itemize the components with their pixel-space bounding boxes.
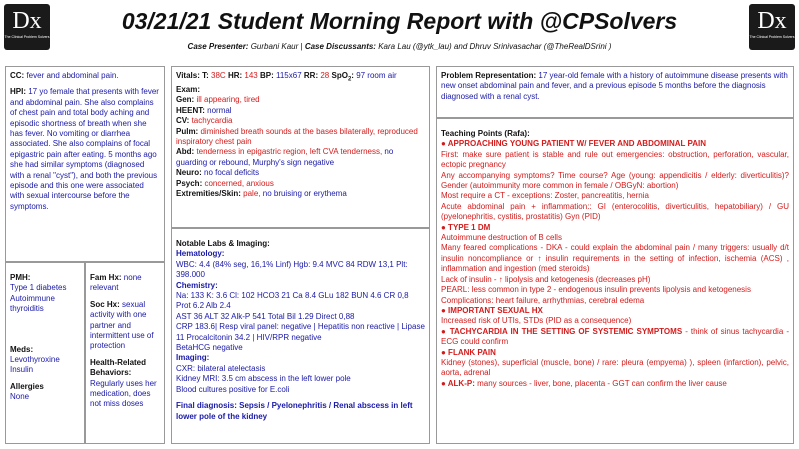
teaching-point: Complications: heart failure, arrhythmias, cerebral edema	[441, 295, 645, 305]
teaching-point: Kidney (stones), superficial (muscle, bone) / rare: pleura (empyema) ), spleen (infarction), pelvic, aorta, adrenal	[441, 357, 789, 378]
teaching-text: many sources - liver, bone, placenta - GGT can confirm the liver cause	[474, 378, 727, 388]
exam-cv: CV: tachycardia	[176, 116, 233, 126]
hematology-label: Hematology:	[176, 249, 225, 259]
hpi-section: HPI: 17 yo female that presents with fever and abdominal pain. She also complains of chest pain and total body aching and episodic shortness of breath when she has fever. No vomiting or diarrhea associated. She also complains of focal epigastric pain after eating. 5 months ago she had similar symptoms (diagnosed with a renal "cyst"), and both the previous episode and this one were associated with sexual intercourse before the symptoms.	[10, 87, 159, 211]
exam-gen: Gen: ill appearing, tired	[176, 95, 260, 105]
teaching-point: PEARL: less common in type 2 - endogenous insulin prevents lipolysis and ketogenesis	[441, 285, 751, 295]
pmh-section: PMH:	[10, 273, 31, 282]
exam-label: Exam:	[176, 85, 201, 94]
discussants-names: Kara Lau (@ytk_lau) and Dhruv Srinivasachar (@TheRealDSrini )	[378, 42, 612, 51]
pmh-item: Autoimmune thyroiditis	[10, 293, 55, 314]
teaching-point: Any accompanying symptoms? Time course? Age (young: appendicitis / elderly: diverticulitis)? Gender (autoimmunity more common in female / OBGyN: abortion)	[441, 170, 789, 191]
chemistry-values: CRP 183.6| Resp viral panel: negative | Hepatitis non reactive | Lipase 11 Procalcitonin 34.2 | HIV/RPR negative	[176, 322, 425, 342]
logo-caption: The Clinical Problem Solvers	[749, 35, 795, 39]
exam-extremities: Extremities/Skin: pale, no bruising or erythema	[176, 189, 347, 199]
allergies-section: Allergies	[10, 381, 44, 391]
logo-left	[4, 4, 50, 50]
teaching-point: First: make sure patient is stable and rule out emergencies: obstruction, perforation, vascular, ectopic pregnancy	[441, 149, 789, 170]
exam-heent: HEENT: normal	[176, 105, 232, 115]
teaching-heading: ● ALK-P:	[441, 378, 475, 388]
teaching-point	[441, 379, 789, 389]
presenter-name: Gurbani Kaur	[250, 42, 299, 51]
exam-psych: Psych: concerned, anxious	[176, 178, 274, 188]
logo-right	[749, 4, 795, 50]
teaching-box	[436, 118, 794, 444]
teaching-point: Acute abdominal pain + inflammation:: GI (enterocolitis, diverticulitis, hepatobiliary) / GU (pyelonephritis, cystitis, prostatitis) Gyn (PID)	[441, 201, 789, 222]
chemistry-label: Chemistry:	[176, 280, 218, 290]
teaching-point	[441, 327, 789, 348]
teaching-point: Increased risk of UTIs, STDs (PID as a consequence)	[441, 316, 632, 326]
cc-hpi-box	[5, 66, 165, 262]
vitals-line: Vitals: T: 38C HR: 143 BP: 115x67 RR: 28 SpO$_2$: 97 room air	[176, 71, 397, 83]
cc-section: CC: fever and abdominal pain.	[10, 71, 119, 80]
chemistry-values: AST 36 ALT 32 Alk-P 541 Total Bil 1.29 Direct 0,88	[176, 311, 355, 321]
discussants-label: Case Discussants:	[304, 42, 376, 51]
teaching-heading: ● TACHYCARDIA IN THE SETTING OF SYSTEMIC SYMPTOMS	[441, 326, 683, 336]
teaching-heading: ● IMPORTANT SEXUAL HX	[441, 305, 543, 315]
teaching-list	[441, 139, 789, 389]
imaging-item: Blood cultures positive for E.coli	[176, 384, 290, 394]
behaviors-section: Health-Related Behaviors:	[90, 357, 147, 378]
meds-item: Levothyroxine	[10, 355, 60, 365]
logo-text: Dx	[12, 8, 42, 34]
vitals-exam-box	[171, 66, 430, 228]
meds-section: Meds:	[10, 344, 34, 354]
teaching-point: Many feared complications - DKA - could explain the abdominal pain / many triggers: usually d/t insulin noncompliance or ↑ insulin requirements in the setting of infection, ischemia (ACS) , inflammation and ingestion (med steroids)	[441, 243, 789, 274]
exam-pulm: Pulm: diminished breath sounds at the bases bilaterally, reproduced inspiratory chest pain	[176, 126, 418, 147]
pmh-item: Type 1 diabetes	[10, 283, 67, 293]
teaching-point: Autoimmune destruction of B cells	[441, 233, 562, 243]
teaching-text: - think of sinus tachycardia - ECG could confirm	[441, 326, 789, 347]
final-diagnosis: Final diagnosis: Sepsis / Pyelonephritis / Renal abscess in left lower pole of the kidney	[176, 401, 413, 421]
problem-box: Problem Representation: 17 year-old female with a history of autoimmune disease presents with new onset abdominal pain and fever, and a previous episode 5 months before the diagnosis diagnosed with a renal cyst.	[436, 66, 794, 118]
hematology-values: WBC: 4.4 (84% seg, 16,1% Linf) Hgb: 9.4 MVC 84 RDW 13,1 Plt: 398.000	[176, 259, 408, 280]
teaching-label: Teaching Points (Rafa):	[441, 129, 530, 138]
imaging-label: Imaging:	[176, 353, 210, 363]
teaching-heading: ● FLANK PAIN	[441, 347, 496, 357]
teaching-point: Most require a CT - exceptions: Zoster, pancreatitis, hernia	[441, 191, 649, 201]
imaging-item: Kidney MRI: 3.5 cm abscess in the left lower pole	[176, 374, 351, 384]
subtitle: Case Presenter: Gurbani Kaur | Case Discussants: Kara Lau (@ytk_lau) and Dhruv Srinivasachar (@TheRealDSrini )	[187, 42, 612, 51]
meds-item: Insulin	[10, 365, 34, 375]
labs-label: Notable Labs & Imaging:	[176, 239, 270, 248]
presenter-label: Case Presenter:	[187, 42, 249, 51]
social-box: Fam Hx: none relevant Soc Hx: sexual activity with one partner and intermittent use of protection Health-Related Behaviors: Regularly uses her medication, does not miss doses	[85, 262, 165, 444]
logo-caption: The Clinical Problem Solvers	[4, 35, 50, 39]
exam-neuro: Neuro: no focal deficits	[176, 168, 260, 178]
imaging-item: CXR: bilateral atelectasis	[176, 363, 266, 373]
fam-hx-section: Fam Hx: none relevant	[90, 273, 142, 293]
teaching-heading: ● APPROACHING YOUNG PATIENT W/ FEVER AND ABDOMINAL PAIN	[441, 139, 706, 149]
chemistry-values: Na: 133 K: 3.6 Cl: 102 HCO3 21 Ca 8.4 GLu 182 BUN 4.6 CR 0,8 Prot 6.2 Alb 2.4	[176, 291, 409, 311]
teaching-point: Lack of insulin - ↑ lipolysis and ketogenesis (decreases pH)	[441, 274, 651, 284]
exam-abd: Abd: tenderness in epigastric region, left CVA tenderness, no guarding or rebound, Murphy's sign negative	[176, 147, 394, 167]
pmh-box: PMH: Type 1 diabetes Autoimmune thyroiditis Meds: Levothyroxine Insulin Allergies None	[5, 262, 85, 444]
chemistry-values: BetaHCG negative	[176, 343, 243, 353]
page-title: 03/21/21 Student Morning Report with @CPSolvers	[121, 8, 678, 34]
soc-hx-section: Soc Hx: sexual activity with one partner and intermittent use of protection	[90, 299, 154, 351]
labs-box	[171, 228, 430, 444]
teaching-heading: ● TYPE 1 DM	[441, 222, 491, 232]
logo-text: Dx	[757, 8, 787, 34]
